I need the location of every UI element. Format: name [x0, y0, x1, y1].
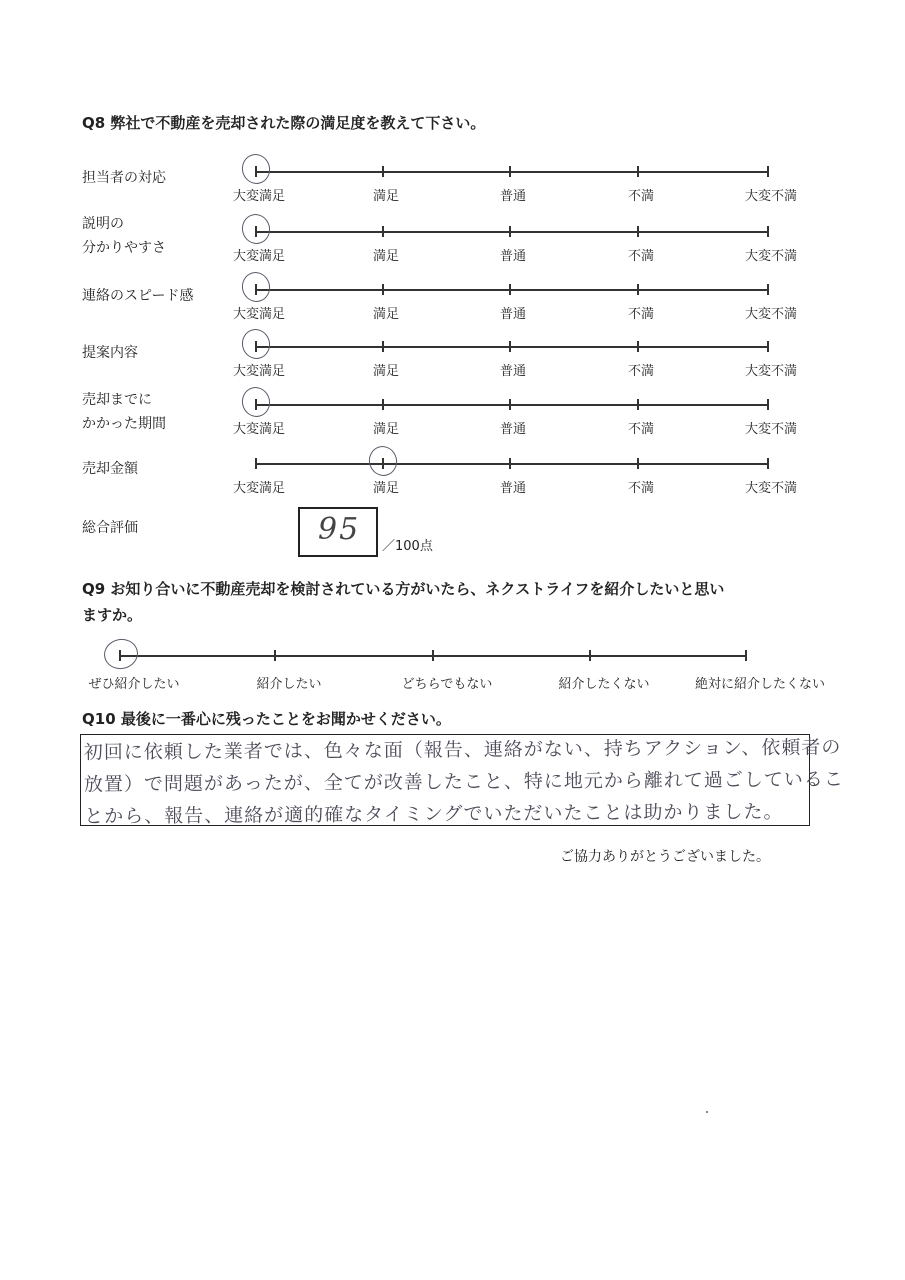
q8-scale-option-label: 不満: [627, 307, 655, 322]
q9-scale-tick[interactable]: [432, 650, 434, 661]
selection-circle-mark: [239, 211, 274, 247]
q8-scale-option-label: 普通: [499, 364, 527, 379]
q8-scale-option-label: 不満: [627, 422, 655, 437]
q8-scale-tick[interactable]: [509, 226, 511, 237]
selection-circle-mark: [102, 636, 141, 671]
q8-row-label: 売却金額: [82, 461, 138, 477]
overall-score-unit: ／100点: [382, 539, 433, 554]
q9-scale-option-label: 紹介したくない: [558, 677, 650, 692]
q8-scale-option-label: 大変満足: [232, 307, 286, 322]
q8-scale-option-label: 大変満足: [232, 422, 286, 437]
q8-scale-option-label: 普通: [499, 481, 527, 496]
q8-scale-line: [256, 346, 768, 348]
q9-title-line1: Q9 お知り合いに不動産売却を検討されている方がいたら、ネクストライフを紹介したいと思い: [82, 580, 725, 598]
q8-scale-option-label: 満足: [372, 189, 400, 204]
q8-scale-tick[interactable]: [637, 226, 639, 237]
q8-scale-option-label: 普通: [499, 422, 527, 437]
thanks-message: ご協力ありがとうございました。: [560, 849, 770, 865]
q8-scale-tick[interactable]: [767, 341, 769, 352]
q8-scale-option-label: 不満: [627, 481, 655, 496]
q8-scale-tick[interactable]: [509, 458, 511, 469]
q8-scale-line: [256, 404, 768, 406]
q8-row-label: 提案内容: [82, 345, 138, 361]
q9-scale-tick[interactable]: [274, 650, 276, 661]
q8-scale-tick[interactable]: [509, 166, 511, 177]
q8-scale-tick[interactable]: [767, 226, 769, 237]
q8-scale-option-label: 普通: [499, 307, 527, 322]
overall-score-value: 95: [318, 512, 361, 547]
q10-handwritten-answer: 初回に依頼した業者では、色々な面（報告、連絡がない、持ちアクション、依頼者の放置）で問題があったが、全てが改善したこと、特に地元から離れて過ごしていることから、報告、連絡が適的確なタイミングでいただいたことは助かりました。: [83, 736, 844, 828]
q8-scale-option-label: 大変満足: [232, 481, 286, 496]
q8-scale-tick[interactable]: [509, 399, 511, 410]
q8-scale-option-label: 満足: [372, 481, 400, 496]
overall-label: 総合評価: [82, 520, 138, 536]
q8-scale-option-label: 不満: [627, 249, 655, 264]
q10-title: Q10 最後に一番心に残ったことをお聞かせください。: [82, 710, 451, 728]
q8-scale-tick[interactable]: [637, 284, 639, 295]
q8-scale-tick[interactable]: [637, 399, 639, 410]
q8-row-label: かかった期間: [82, 416, 166, 432]
q8-scale-option-label: 満足: [372, 364, 400, 379]
q9-scale-option-label: どちらでもない: [401, 677, 493, 692]
selection-circle-mark: [366, 443, 401, 479]
q8-scale-tick[interactable]: [767, 284, 769, 295]
q9-scale-option-label: 紹介したい: [256, 677, 322, 692]
q8-scale-line: [256, 289, 768, 291]
selection-circle-mark: [239, 384, 274, 420]
q8-scale-line: [256, 231, 768, 233]
selection-circle-mark: [239, 269, 274, 305]
q8-scale-tick[interactable]: [509, 284, 511, 295]
q8-scale-line: [256, 171, 768, 173]
q8-row-label: 売却までに: [82, 392, 152, 408]
q9-scale-tick[interactable]: [589, 650, 591, 661]
q8-scale-option-label: 大変不満: [744, 189, 798, 204]
q9-scale-option-label: 絶対に紹介したくない: [694, 677, 826, 692]
q8-row-label: 説明の: [82, 216, 124, 232]
q8-scale-option-label: 満足: [372, 249, 400, 264]
q8-title: Q8 弊社で不動産を売却された際の満足度を教えて下さい。: [82, 114, 486, 132]
q8-scale-tick[interactable]: [382, 399, 384, 410]
q8-scale-option-label: 大変不満: [744, 481, 798, 496]
q8-scale-line: [256, 463, 768, 465]
q8-scale-tick[interactable]: [767, 166, 769, 177]
q9-scale-tick[interactable]: [745, 650, 747, 661]
q8-scale-option-label: 普通: [499, 249, 527, 264]
q8-row-label: 連絡のスピード感: [82, 288, 194, 304]
q8-scale-option-label: 大変不満: [744, 249, 798, 264]
q8-scale-option-label: 大変満足: [232, 249, 286, 264]
q8-scale-option-label: 満足: [372, 422, 400, 437]
q8-scale-tick[interactable]: [255, 458, 257, 469]
q8-scale-option-label: 大変不満: [744, 307, 798, 322]
q8-scale-tick[interactable]: [382, 166, 384, 177]
q8-scale-option-label: 大変満足: [232, 364, 286, 379]
selection-circle-mark: [239, 326, 274, 362]
selection-circle-mark: [239, 151, 274, 187]
q8-scale-tick[interactable]: [767, 399, 769, 410]
q8-scale-option-label: 大変不満: [744, 422, 798, 437]
q8-scale-option-label: 不満: [627, 364, 655, 379]
q9-scale-option-label: ぜひ紹介したい: [88, 677, 180, 692]
q8-row-label: 担当者の対応: [82, 170, 166, 186]
q8-row-label: 分かりやすさ: [82, 240, 166, 256]
q8-scale-tick[interactable]: [767, 458, 769, 469]
q8-scale-tick[interactable]: [637, 458, 639, 469]
scan-speck: [706, 1111, 708, 1113]
q8-scale-tick[interactable]: [637, 341, 639, 352]
q8-scale-option-label: 不満: [627, 189, 655, 204]
q8-scale-tick[interactable]: [637, 166, 639, 177]
q8-scale-tick[interactable]: [382, 341, 384, 352]
q8-scale-option-label: 満足: [372, 307, 400, 322]
q8-scale-tick[interactable]: [509, 341, 511, 352]
q8-scale-tick[interactable]: [382, 284, 384, 295]
q8-scale-option-label: 大変不満: [744, 364, 798, 379]
q8-scale-tick[interactable]: [382, 226, 384, 237]
q8-scale-option-label: 普通: [499, 189, 527, 204]
q9-title-line2: ますか。: [82, 606, 143, 624]
q8-scale-option-label: 大変満足: [232, 189, 286, 204]
